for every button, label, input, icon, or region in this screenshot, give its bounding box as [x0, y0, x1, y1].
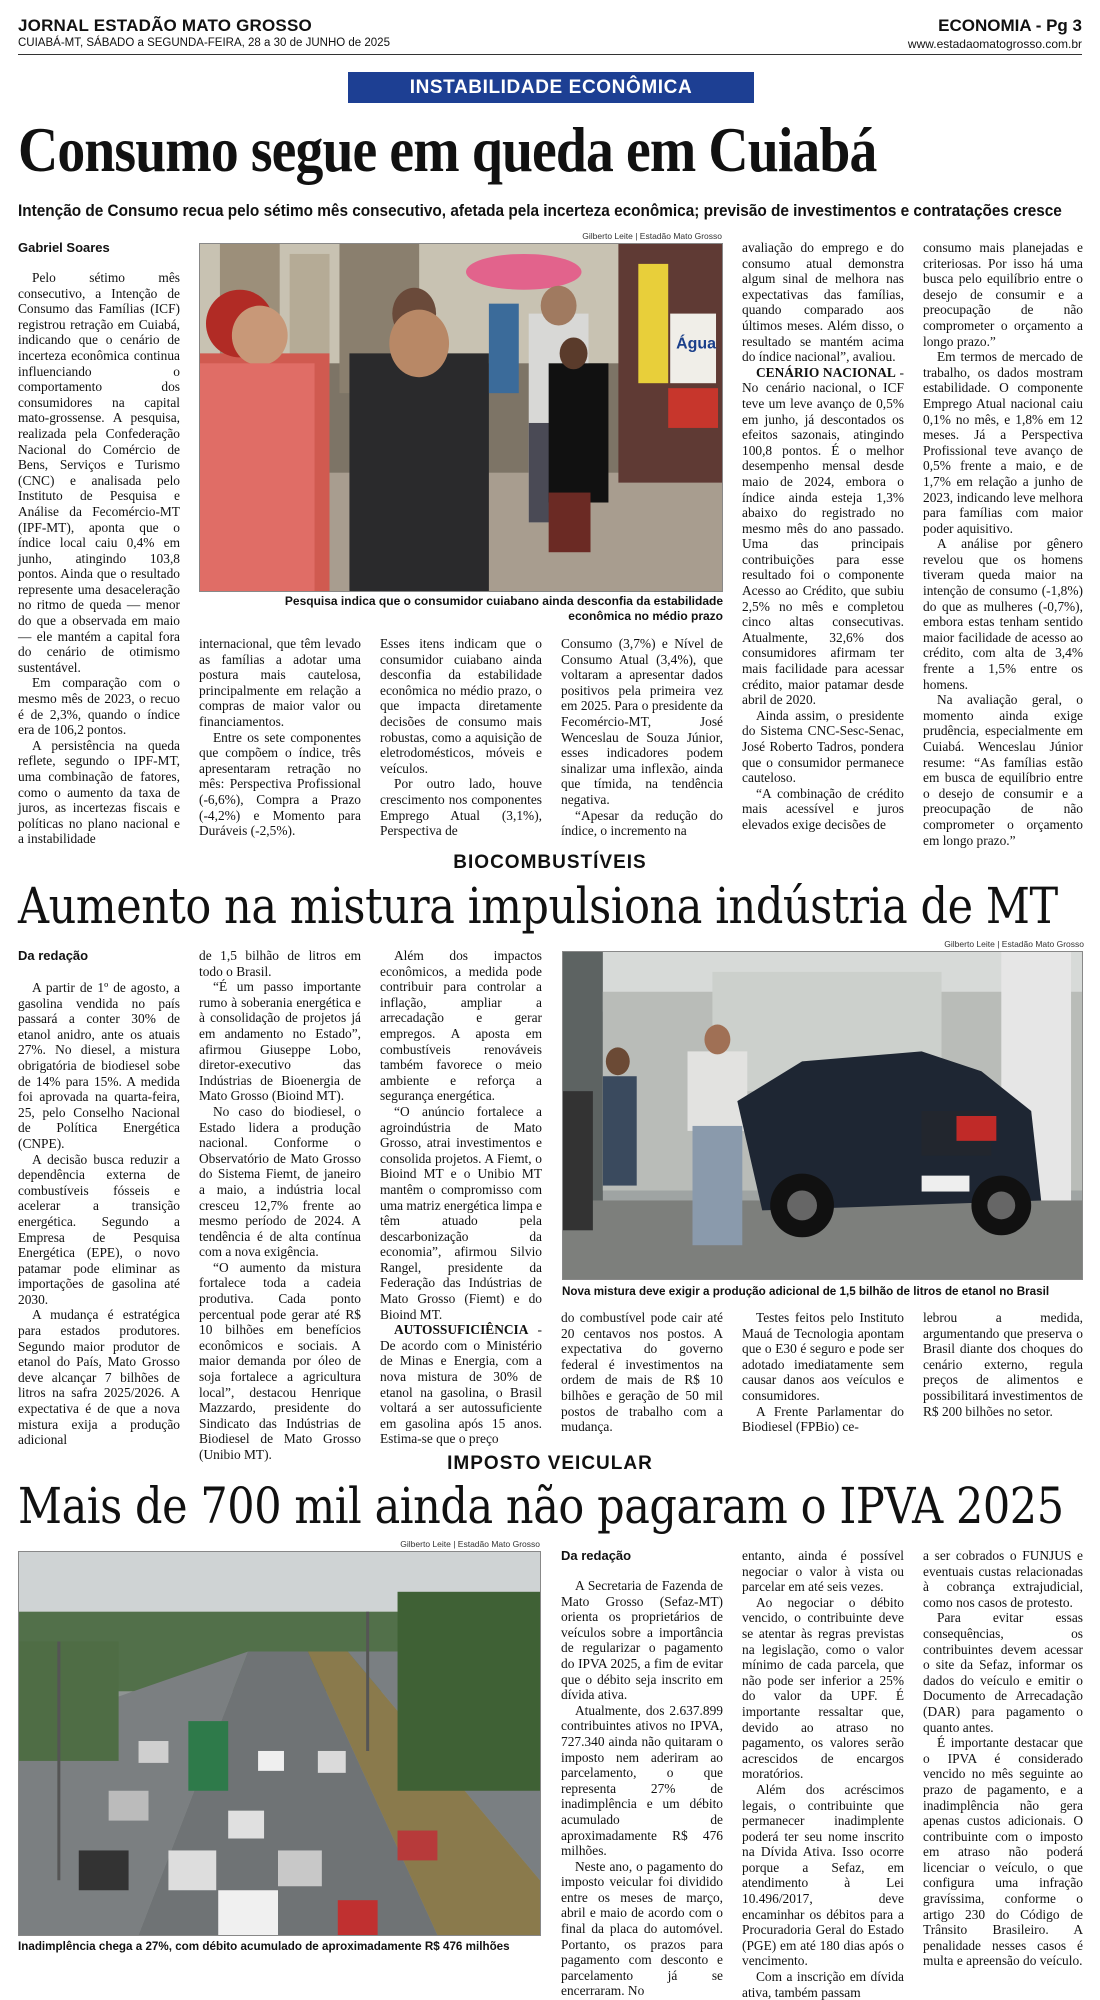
- header-rule: [18, 54, 1082, 55]
- paragraph: É importante destacar que o IPVA é considerado vencido no mês seguinte ao prazo de pagamento, e a inadimplência não gera apenas custos adicionais. O contribuinte com o imposto em atraso não poderá licenciar o veículo, o que configura uma infração gravíssima, conforme o artigo 230 do Código de Trânsito Brasileiro. A penalidade nesses casos é multa e apreensão do veículo.: [923, 1735, 1083, 1969]
- article1-deck: Intenção de Consumo recua pelo sétimo mês consecutivo, afetada pela incerteza econômica; previsão de investimentos e contratações cresce: [18, 202, 1062, 220]
- street-market-image: [200, 244, 722, 591]
- subhead-autossuficiencia: AUTOSSUFICIÊNCIA: [394, 1322, 529, 1338]
- paragraph: A análise por gênero revelou que os homens tiveram queda maior na intenção de consumo (-1,8%) do que as mulheres (-0,7%), embora estas tenham sentido maior facilidade de acesso ao crédito, com alta de 3,4% frente a 1,5% entre os homens.: [923, 536, 1083, 692]
- paragraph: Pelo sétimo mês consecutivo, a Intenção de Consumo das Famílias (ICF) registrou retração em Cuiabá, indicando que o cenário de incerteza econômica continua influenciando o comportamento dos consumidores na capital mato-grossense. A pesquisa, realizada pela Confederação Nacional do Comércio de Bens, Serviços e Turismo (CNC) e analisada pelo Instituto de Pesquisa e Análise da Fecomércio-MT (IPF-MT), aponta que o índice local caiu 0,4% em junho, atingindo 103,8 pontos. Ainda que o resultado represente uma desaceleração no ritmo de queda — menor do que a observada em maio — ele mantém a capital fora do cenário de otimismo sustentável.: [18, 270, 180, 675]
- paragraph: Consumo (3,7%) e Nível de Consumo Atual (3,4%), que voltaram a apresentar dados positivos pela primeira vez em 2025. Para o presidente da Fecomércio-MT, José Wenceslau de Souza Júnior, esses indicadores podem sinalizar uma inflexão, ainda que tímida, na tendência negativa.: [561, 636, 723, 807]
- subhead-cenario-nacional: CENÁRIO NACIONAL: [756, 364, 896, 380]
- article3-column-2: [742, 1548, 904, 2000]
- article3-column-1: [561, 1578, 723, 1999]
- article1-headline: Consumo segue em queda em Cuiabá: [18, 114, 877, 185]
- article1-column-2: [199, 636, 361, 839]
- article2-column-6: [923, 1310, 1083, 1438]
- paragraph: No caso do biodiesel, o Estado lidera a produção nacional. Conforme o Observatório de Mato Grosso do Sistema Fiemt, de janeiro a maio, a indústria local cresceu 12,7% frente ao mesmo período de 2024. A tendência é de alta contínua com a nova exigência.: [199, 1103, 361, 1260]
- paragraph: Além dos impactos econômicos, a medida pode contribuir para controlar a inflação, ampliar a arrecadação e gerar empregos. A aposta em combustíveis renováveis também favorece o meio ambiente e reforça a segurança energética.: [380, 948, 542, 1104]
- paragraph: entanto, ainda é possível negociar o valor à vista ou parcelar em até seis vezes.: [742, 1548, 904, 1595]
- article1-kicker: INSTABILIDADE ECONÔMICA: [348, 72, 754, 103]
- paragraph: consumo mais planejadas e criteriosas. Por isso há uma busca pelo equilíbrio entre o desejo de consumir e a preocupação de não comprometer o orçamento a longo prazo.”: [923, 240, 1083, 349]
- paragraph: Em termos de mercado de trabalho, os dados mostram estabilidade. O componente Emprego Atual nacional caiu 0,1% no mês, e 1,8% em 12 meses. Já a Perspectiva Profissional teve avanço de 0,5% frente a maio, e de 1,7% em relação a junho de 2023, indicando leve melhora para famílias com maior poder aquisitivo.: [923, 349, 1083, 536]
- paragraph: Ainda assim, o presidente do Sistema CNC-Sesc-Senac, José Roberto Tadros, pondera que o consumidor permanece cauteloso.: [742, 707, 904, 786]
- article3-kicker: IMPOSTO VEICULAR: [447, 1453, 653, 1474]
- gas-station-image: [563, 952, 1082, 1279]
- article1-column-5: [742, 240, 904, 835]
- article1-column-6: [923, 240, 1083, 848]
- paragraph: Ao negociar o débito vencido, o contribuinte deve se atentar às regras previstas na legislação, como o valor mínimo de cada parcela, que não pode ser inferior a 25% do valor da UPF. É importante ressaltar que, devido ao atraso no pagamento, os valores serão acrescidos de encargos moratórios.: [742, 1594, 904, 1782]
- article2-column-4: [561, 1310, 723, 1438]
- paragraph: de 1,5 bilhão de litros em todo o Brasil.: [199, 948, 361, 979]
- section-page: ECONOMIA - Pg 3: [938, 16, 1082, 35]
- avenue-traffic-photo: [18, 1551, 541, 1936]
- paragraph: Com a inscrição em dívida ativa, também passam: [742, 1969, 904, 2000]
- paragraph: “O anúncio fortalece a agroindústria de Mato Grosso, atrai investimentos e consolida projetos. A Fiemt, o Bioind MT e o Unibio MT mantêm o compromisso com uma matriz energética limpa e têm atuado pela descarbonização da economia”, afirmou Silvio Rangel, presidente da Federação das Indústrias de Mato Grosso (Fiemt) e do Bioind MT.: [380, 1103, 542, 1322]
- paragraph: a ser cobrados o FUNJUS e eventuais custas relacionadas à cobrança extrajudicial, como nos casos de protesto.: [923, 1548, 1083, 1610]
- article1-caption-line1: Pesquisa indica que o consumidor cuiabano ainda desconfia da estabilidade: [284, 594, 723, 608]
- article1-column-1: [18, 270, 180, 847]
- paragraph: Por outro lado, houve crescimento nos componentes Emprego Atual (3,1%), Perspectiva de: [380, 776, 542, 839]
- paragraph: A decisão busca reduzir a dependência externa de combustíveis fósseis e acelerar a transição energética. Segundo a Empresa de Pesquisa Energética (EPE), o novo patamar pode eliminar as importações de gasolina até 2030.: [18, 1151, 180, 1307]
- paragraph: Na avaliação geral, o momento ainda exige prudência, especialmente em Cuiabá. Wenceslau Júnior resume: “As famílias estão em busca de equilíbrio entre o desejo de consumir e a preocupação de não comprometer o orçamento em longo prazo.”: [923, 692, 1083, 848]
- paragraph: lebrou a medida, argumentando que preserva o Brasil diante dos choques do cenário externo, regula preços de alimentos e possibilitará investimentos de R$ 200 bilhões no setor.: [923, 1310, 1083, 1419]
- article2-column-3: [380, 948, 542, 1447]
- paragraph: Testes feitos pelo Instituto Mauá de Tecnologia apontam que o E30 é seguro e pode ser adotado imediatamente sem causar danos aos veículos e consumidores.: [742, 1310, 904, 1403]
- paragraph: A partir de 1º de agosto, a gasolina vendida no país passará a conter 30% de etanol anidro, ante os atuais 27%. No diesel, a mistura obrigatória de biodiesel sobe de 14% para 15%. A medida foi aprovada na quarta-feira, 25, pelo Conselho Nacional de Política Energética (CNPE).: [18, 980, 180, 1151]
- article3-headline: Mais de 700 mil ainda não pagaram o IPVA 2025: [18, 1477, 1064, 1535]
- avenue-traffic-image: [19, 1552, 540, 1935]
- edition-date: CUIABÁ-MT, SÁBADO a SEGUNDA-FEIRA, 28 a 30 de JUNHO de 2025: [18, 37, 390, 49]
- article2-caption: Nova mistura deve exigir a produção adicional de 1,5 bilhão de litros de etanol no Brasil: [562, 1284, 1050, 1298]
- sign-agua-text: Água: [676, 335, 716, 353]
- paragraph: internacional, que têm levado as famílias a adotar uma postura mais cautelosa, principalmente em relação a compras de maior valor ou financiamentos.: [199, 636, 361, 729]
- article2-column-1: [18, 980, 180, 1448]
- article1-caption-line2: econômica no médio prazo: [568, 609, 723, 623]
- paragraph: A Frente Parlamentar do Biodiesel (FPBio) ce-: [742, 1403, 904, 1435]
- paragraph: avaliação do emprego e do consumo atual demonstra algum sinal de melhora nas expectativas das famílias, quando comparado aos últimos meses. Além disso, o resultado se mantém acima do índice nacional”, avaliou.: [742, 240, 904, 365]
- article1-byline: Gabriel Soares: [18, 240, 110, 255]
- website-url: www.estadaomatogrosso.com.br: [907, 37, 1082, 51]
- article3-photo-credit: Gilberto Leite | Estadão Mato Grosso: [400, 1539, 540, 1549]
- article2-column-2: [199, 948, 361, 1462]
- paragraph: A Secretaria de Fazenda de Mato Grosso (Sefaz-MT) orienta os proprietários de veículos sobre a importância de regularizar o pagamento do IPVA 2025, a fim de evitar que o débito seja inscrito em dívida ativa.: [561, 1578, 723, 1703]
- paragraph: do combustível pode cair até 20 centavos nos postos. A expectativa do governo federal é investimentos na ordem de mais de R$ 10 bilhões e geração de 50 mil postos de trabalho com a mudança.: [561, 1310, 723, 1435]
- paragraph: - De acordo com o Ministério de Minas e Energia, com a nova mistura de 30% de etanol na gasolina, o Brasil voltará a ser autossuficiente em gasolina após 15 anos. Estima-se que o preço: [380, 1322, 542, 1447]
- paragraph: “A combinação de crédito mais acessível e juros elevados exige decisões de: [742, 785, 904, 832]
- paragraph: Esses itens indicam que o consumidor cuiabano ainda desconfia da estabilidade econômica no médio prazo, o que impacta diretamente decisões de consumo mais robustas, como a aquisição de eletrodomésticos, móveis e veículos.: [380, 636, 542, 776]
- street-market-photo: [199, 243, 723, 592]
- paragraph: Para evitar essas consequências, os contribuintes devem acessar o site da Sefaz, informar os dados do veículo e emitir o Documento de Arrecadação (DAR) para pagamento o quanto antes.: [923, 1610, 1083, 1735]
- article1-caption: [199, 594, 723, 624]
- paragraph: “É um passo importante rumo à soberania energética e à consolidação de projetos já em andamento no Estado”, afirmou Giuseppe Lobo, diretor-executivo das Indústrias de Bioenergia de Mato Grosso (Bioind MT).: [199, 979, 361, 1104]
- article3-caption: Inadimplência chega a 27%, com débito acumulado de aproximadamente R$ 476 milhões: [18, 1939, 510, 1953]
- paragraph: “Apesar da redução do índice, o incremento na: [561, 807, 723, 839]
- article2-byline: Da redação: [18, 948, 89, 963]
- article2-column-5: [742, 1310, 904, 1438]
- article1-column-4: [561, 636, 723, 839]
- article2-photo-credit: Gilberto Leite | Estadão Mato Grosso: [944, 939, 1084, 949]
- paragraph: A persistência na queda reflete, segundo o IPF-MT, uma combinação de fatores, como o aumento da taxa de juros, as incertezas fiscais e políticas no plano nacional e a instabilidade: [18, 737, 180, 847]
- article2-headline: Aumento na mistura impulsiona indústria de MT: [18, 877, 1058, 935]
- article1-photo-credit: Gilberto Leite | Estadão Mato Grosso: [582, 231, 722, 241]
- article2-kicker: BIOCOMBUSTÍVEIS: [453, 852, 647, 873]
- gas-station-photo: [562, 951, 1083, 1280]
- article1-column-3: [380, 636, 542, 839]
- newspaper-name: JORNAL ESTADÃO MATO GROSSO: [18, 16, 312, 35]
- paragraph: - No cenário nacional, o ICF teve um leve avanço de 0,5% em junho, já descontados os efeitos sazonais, atingindo 100,8 pontos. É o melhor desempenho mensal desde maio de 2024, embora o índice ainda esteja 1,3% abaixo do registrado no mesmo mês do ano passado. Uma das principais contribuições para esse resultado foi o componente Acesso ao Crédito, que subiu 2,5% no mês e completou cinco altas consecutivas. Atualmente, 32,6% dos consumidores afirmam ter mais facilidade para acessar crédito, maior patamar desde abril de 2020.: [742, 364, 904, 708]
- paragraph: “O aumento da mistura fortalece toda a cadeia produtiva. Cada ponto percentual pode gerar até R$ 10 bilhões em benefícios econômicos e sociais. A maior demanda por óleo de soja fortalece a agricultura local”, destacou Henrique Mazzardo, presidente do Sindicato das Indústrias de Biodiesel de Mato Grosso (Unibio MT).: [199, 1259, 361, 1462]
- paragraph: Em comparação com o mesmo mês de 2023, o recuo é de 2,3%, quando o índice era de 106,2 pontos.: [18, 675, 180, 738]
- paragraph: Entre os sete componentes que compõem o índice, três apresentaram retração no mês: Perspectiva Profissional (-6,6%), Compra a Prazo (-4,2%) e Momento para Duráveis (-2,5%).: [199, 729, 361, 839]
- article3-column-3: [923, 1548, 1083, 1969]
- paragraph: A mudança é estratégica para estados produtores. Segundo maior produtor de etanol do País, Mato Grosso deve alcançar 7 bilhões de litros na safra 2025/2026. A expectativa é de que a nova mistura exija a produção adicional: [18, 1307, 180, 1448]
- paragraph: Neste ano, o pagamento do imposto veicular foi dividido entre os meses de março, abril e maio de acordo com o final da placa do automóvel. Portanto, os prazos para pagamento com desconto e parcelamento já se encerraram. No: [561, 1858, 723, 1999]
- article3-byline: Da redação: [561, 1548, 632, 1563]
- paragraph: Além dos acréscimos legais, o contribuinte que permanecer inadimplente poderá ter seu nome inscrito na Dívida Ativa. Isso ocorre porque a Sefaz, em atendimento à Lei 10.496/2017, deve encaminhar os débitos para a Procuradoria Geral do Estado (PGE) em até 180 dias após o vencimento.: [742, 1781, 904, 1969]
- paragraph: Atualmente, dos 2.637.899 contribuintes ativos no IPVA, 727.340 ainda não quitaram o imposto nem aderiram ao parcelamento, o que representa 27% de inadimplência e um débito acumulado de aproximadamente R$ 476 milhões.: [561, 1702, 723, 1859]
